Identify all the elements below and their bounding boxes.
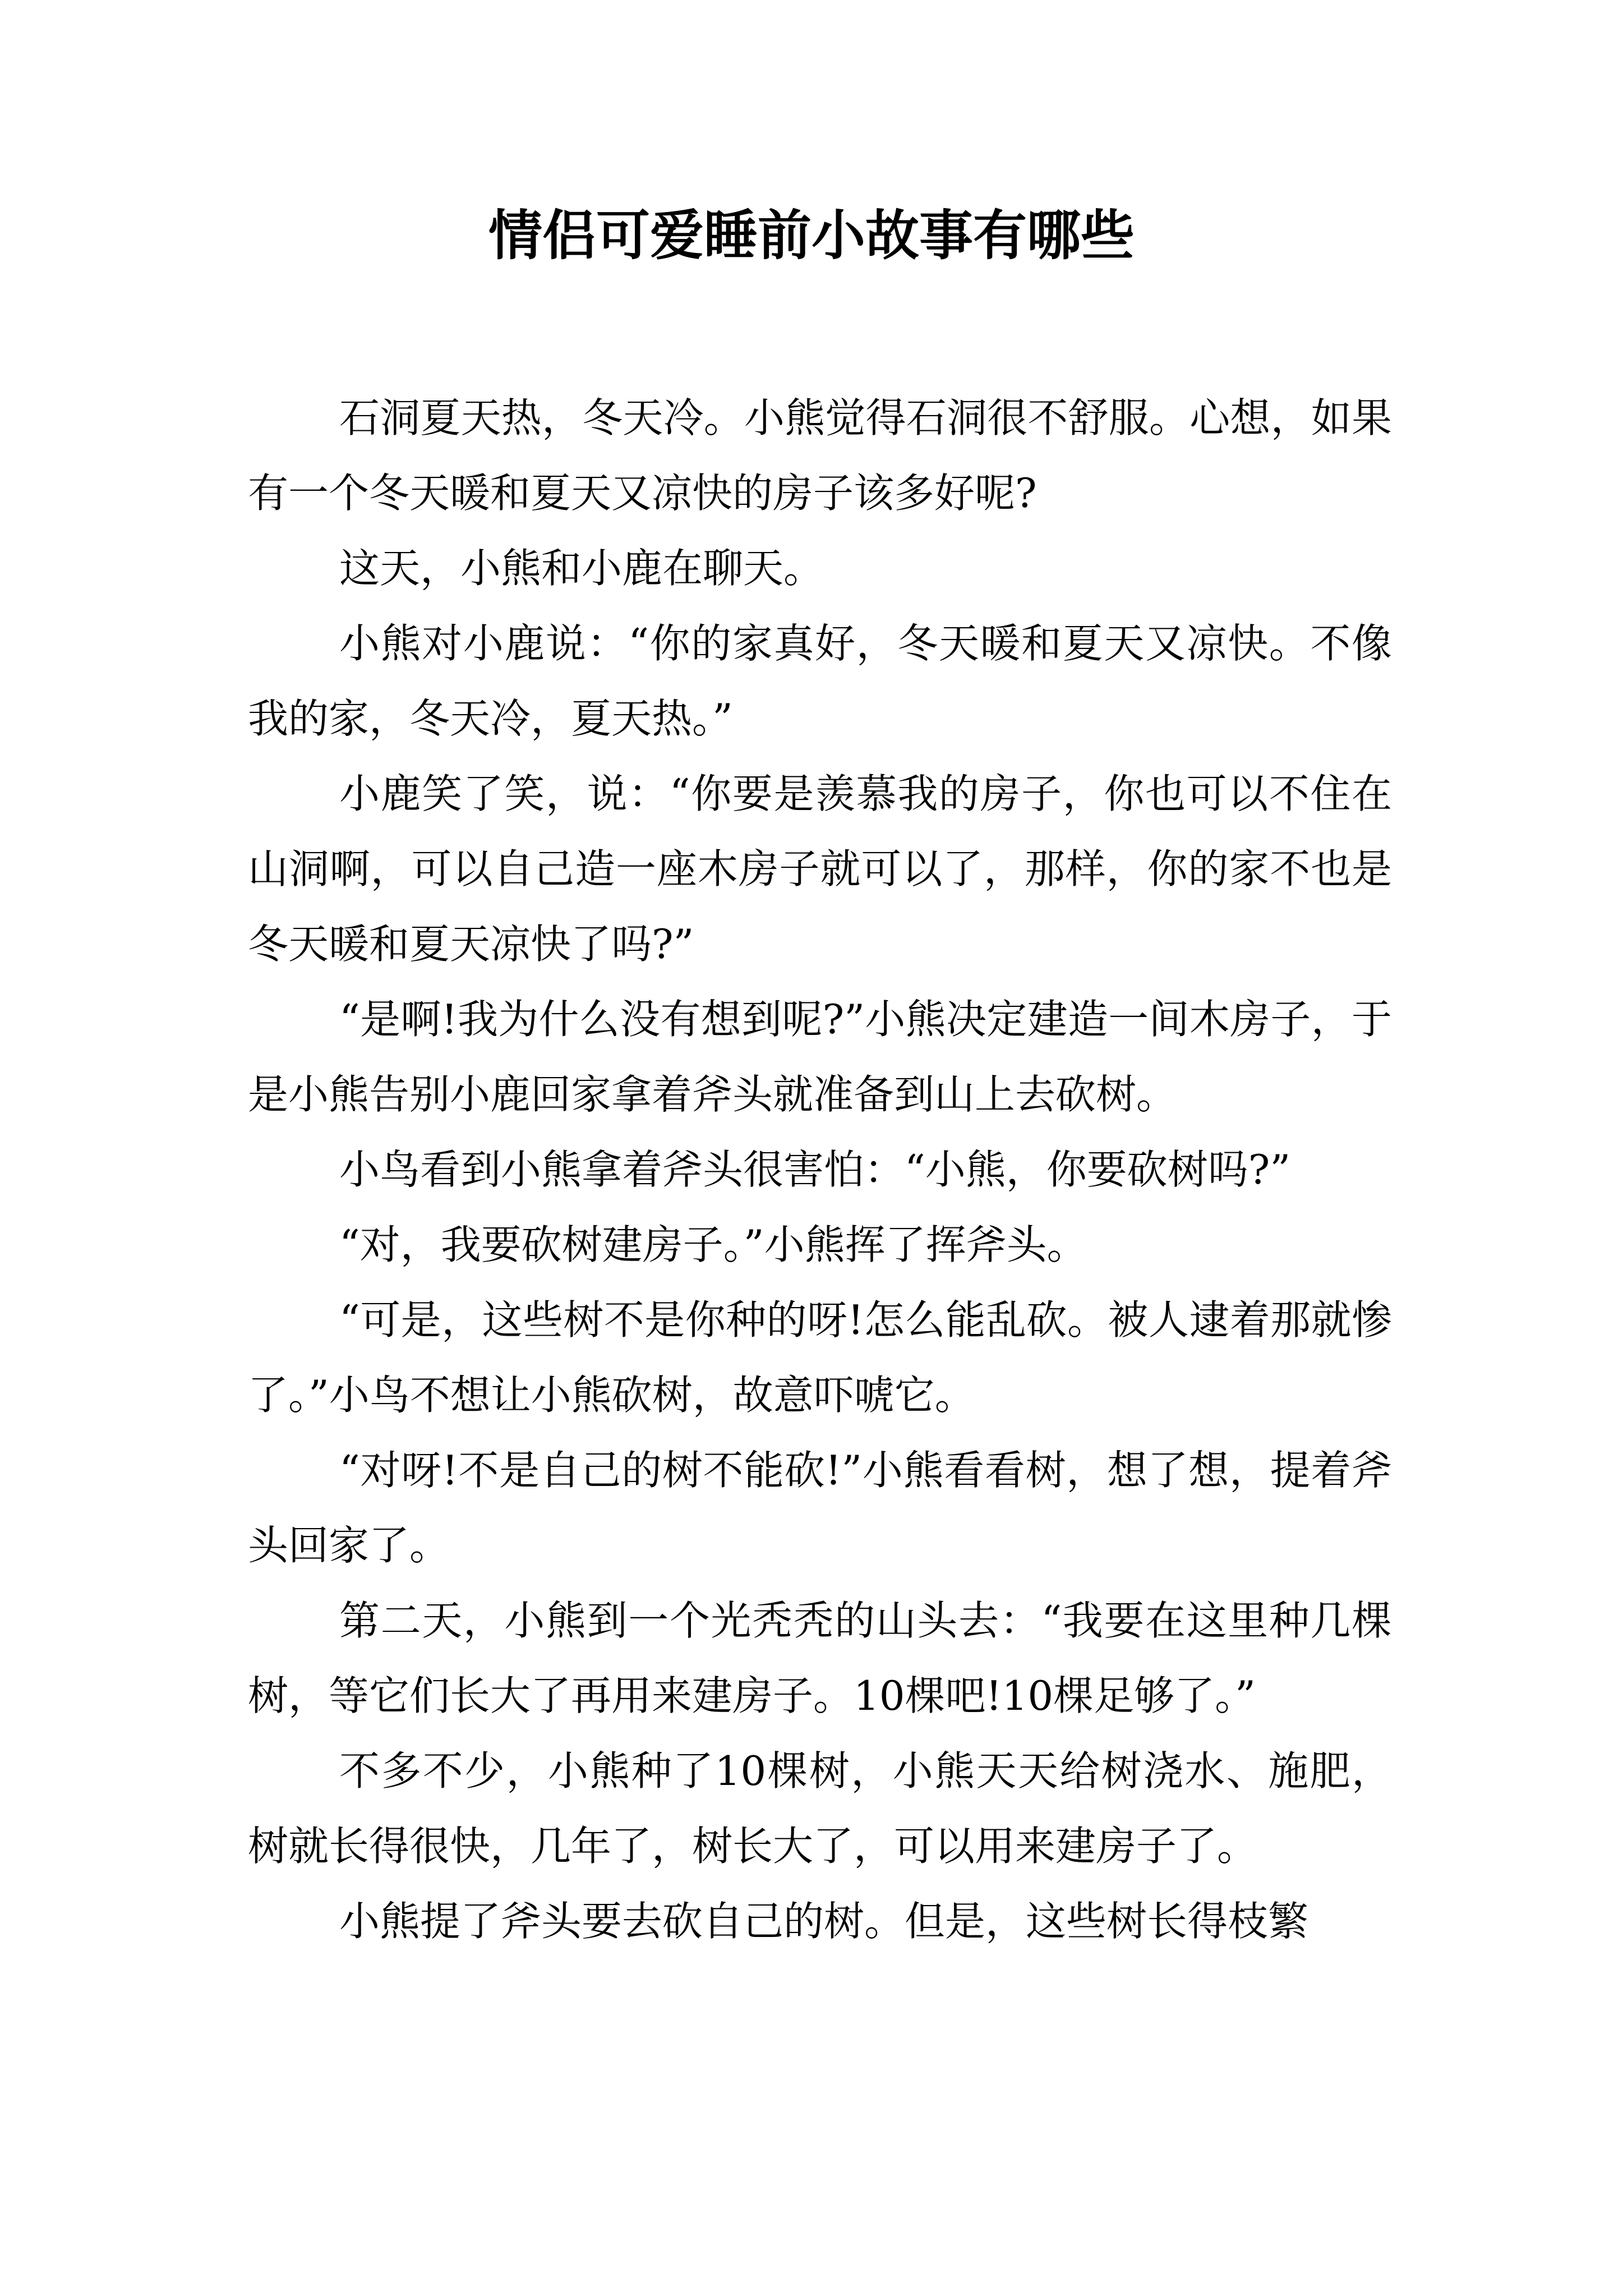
document-body [248, 380, 1392, 1959]
paragraph: “对呀!不是自己的树不能砍!”小熊看看树，想了想，提着斧头回家了。 [248, 1447, 1392, 1569]
paragraph: 第二天，小熊到一个光秃秃的山头去：“我要在这里种几棵树，等它们长大了再用来建房子。10棵吧!10棵足够了。” [248, 1597, 1392, 1719]
document-title: 情侣可爱睡前小故事有哪些 [488, 204, 1135, 267]
paragraph: “是啊!我为什么没有想到呢?”小熊决定建造一间木房子，于是小熊告别小鹿回家拿着斧头就准备到山上去砍树。 [248, 996, 1392, 1118]
paragraph: 这天，小熊和小鹿在聊天。 [339, 545, 824, 592]
paragraph: “对，我要砍树建房子。”小熊挥了挥斧头。 [339, 1221, 1087, 1268]
paragraph: 不多不少，小熊种了10棵树，小熊天天给树浇水、施肥，树就长得很快，几年了，树长大了，可以用来建房子了。 [248, 1747, 1392, 1870]
paragraph: 小熊提了斧头要去砍自己的树。但是，这些树长得枝繁 [339, 1898, 1309, 1945]
paragraph: 小熊对小鹿说：“你的家真好，冬天暖和夏天又凉快。不像我的家，冬天冷，夏天热。” [248, 620, 1392, 742]
paragraph: 石洞夏天热，冬天冷。小熊觉得石洞很不舒服。心想，如果有一个冬天暖和夏天又凉快的房子该多好呢? [248, 394, 1392, 517]
paragraph: 小鹿笑了笑，说：“你要是羡慕我的房子，你也可以不住在山洞啊，可以自己造一座木房子就可以了，那样，你的家不也是冬天暖和夏天凉快了吗?” [248, 770, 1392, 968]
paragraph: 小鸟看到小熊拿着斧头很害怕：“小熊，你要砍树吗?” [339, 1146, 1291, 1193]
paragraph: “可是，这些树不是你种的呀!怎么能乱砍。被人逮着那就惨了。”小鸟不想让小熊砍树，故意吓唬它。 [248, 1296, 1392, 1419]
